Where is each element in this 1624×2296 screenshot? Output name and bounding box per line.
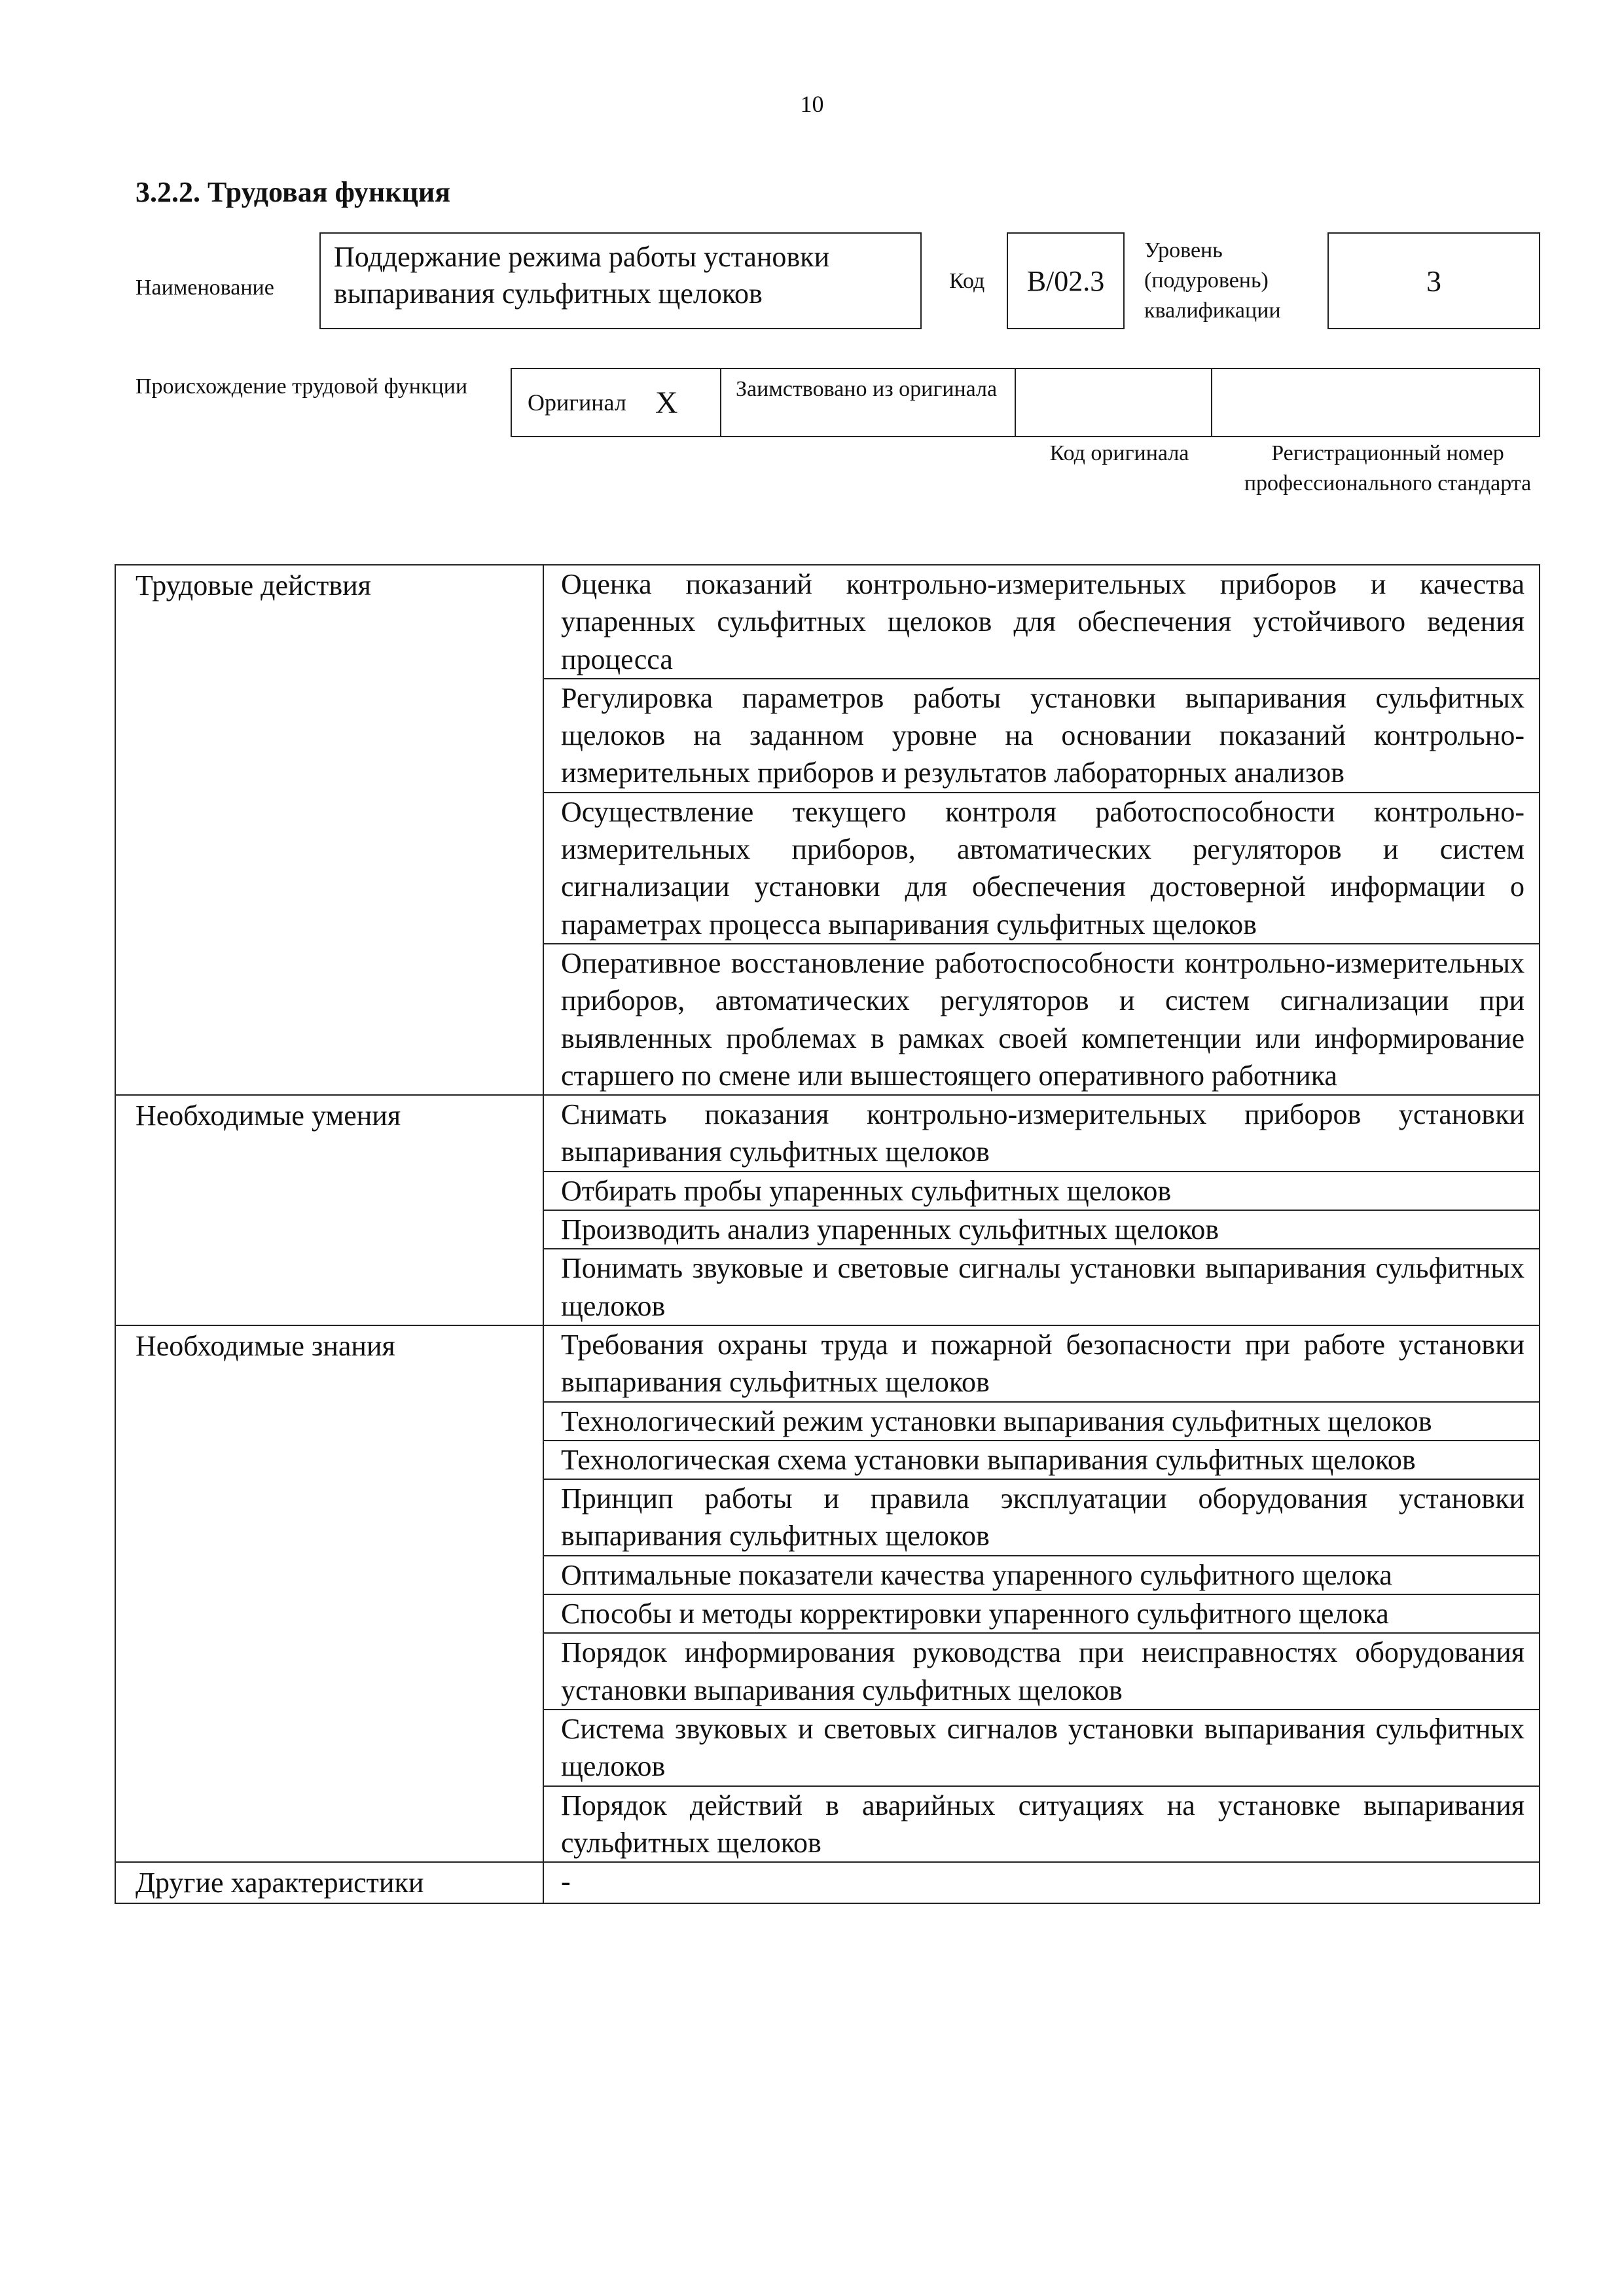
borrowed-cell: Заимствовано из оригинала xyxy=(721,369,1016,436)
table-row xyxy=(115,565,1540,679)
function-name-field: Поддержание режима работы установки выпаривания сульфитных щелоков xyxy=(319,232,922,329)
reg-number-caption: Регистрационный номер профессионального стандарта xyxy=(1244,441,1532,495)
page-number: 10 xyxy=(800,91,824,117)
labor-actions-label: Трудовые действия xyxy=(115,565,543,1095)
table-cell: Регулировка параметров работы установки выпаривания сульфитных щелоков на заданном уровне на основании показаний контрольно-измерительных приборов и результатов лабораторных анализов xyxy=(543,679,1540,793)
origin-row xyxy=(511,368,1540,437)
table-cell: Требования охраны труда и пожарной безопасности при работе установки выпаривания сульфитных щелоков xyxy=(543,1325,1540,1402)
required-skills-label: Необходимые умения xyxy=(115,1095,543,1325)
level-label: Уровень (подуровень) квалификации xyxy=(1144,238,1281,323)
table-cell: Способы и методы корректировки упаренного сульфитного щелока xyxy=(543,1594,1540,1633)
table-cell: Оценка показаний контрольно-измерительных приборов и качества упаренных сульфитных щелоков для обеспечения устойчивого ведения процесса xyxy=(543,565,1540,679)
original-mark: X xyxy=(655,385,678,420)
original-cell xyxy=(512,369,721,436)
name-label: Наименование xyxy=(135,276,274,300)
table-cell: Порядок информирования руководства при неисправностях оборудования установки выпаривания сульфитных щелоков xyxy=(543,1633,1540,1710)
code-original-caption: Код оригинала xyxy=(1049,441,1189,465)
table-row xyxy=(115,1325,1540,1402)
table-cell: Снимать показания контрольно-измерительных приборов установки выпаривания сульфитных щелоков xyxy=(543,1095,1540,1172)
table-cell: Отбирать пробы упаренных сульфитных щелоков xyxy=(543,1172,1540,1210)
other-characteristics-label: Другие характеристики xyxy=(115,1862,543,1903)
origin-label: Происхождение трудовой функции xyxy=(135,374,468,399)
level-field: 3 xyxy=(1327,232,1540,329)
table-cell: Технологическая схема установки выпаривания сульфитных щелоков xyxy=(543,1441,1540,1479)
table-row xyxy=(115,1862,1540,1903)
original-label: Оригинал xyxy=(528,389,626,416)
table-cell: Оперативное восстановление работоспособности контрольно-измерительных приборов, автоматических регуляторов и систем сигнализации при выявленных проблемах в рамках своей компетенции или информирование старшего по смене или вышестоящего оперативного работника xyxy=(543,944,1540,1095)
table-cell: - xyxy=(543,1862,1540,1903)
table-cell: Оптимальные показатели качества упаренного сульфитного щелока xyxy=(543,1556,1540,1594)
code-field: B/02.3 xyxy=(1007,232,1125,329)
code-original-cell xyxy=(1016,369,1212,436)
code-label: Код xyxy=(949,269,985,293)
reg-number-cell xyxy=(1212,369,1539,436)
table-cell: Производить анализ упаренных сульфитных щелоков xyxy=(543,1210,1540,1249)
function-table xyxy=(115,564,1540,1904)
section-title: 3.2.2. Трудовая функция xyxy=(135,176,451,208)
table-cell: Технологический режим установки выпаривания сульфитных щелоков xyxy=(543,1402,1540,1441)
table-row xyxy=(115,1095,1540,1172)
table-cell: Система звуковых и световых сигналов установки выпаривания сульфитных щелоков xyxy=(543,1710,1540,1786)
table-cell: Принцип работы и правила эксплуатации оборудования установки выпаривания сульфитных щелоков xyxy=(543,1479,1540,1556)
table-cell: Порядок действий в аварийных ситуациях на установке выпаривания сульфитных щелоков xyxy=(543,1786,1540,1863)
table-cell: Понимать звуковые и световые сигналы установки выпаривания сульфитных щелоков xyxy=(543,1249,1540,1325)
required-knowledge-label: Необходимые знания xyxy=(115,1325,543,1862)
table-cell: Осуществление текущего контроля работоспособности контрольно-измерительных приборов, автоматических регуляторов и систем сигнализации установки для обеспечения достоверной информации о параметрах процесса выпаривания сульфитных щелоков xyxy=(543,793,1540,944)
